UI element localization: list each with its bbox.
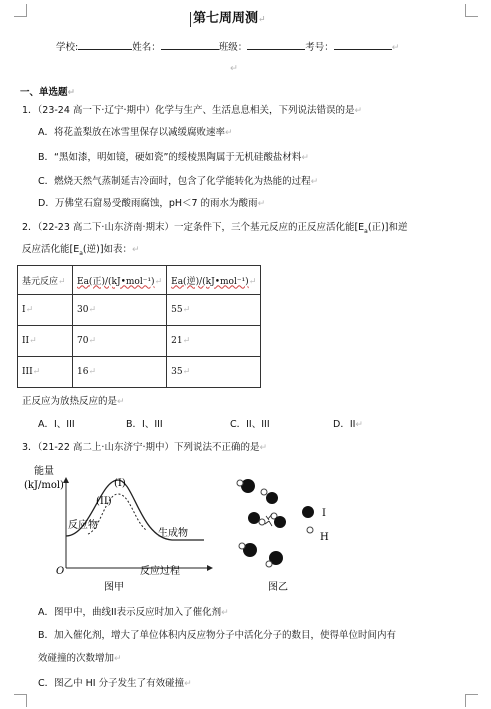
class-label: 班级： xyxy=(218,42,248,53)
class-blank xyxy=(247,39,305,50)
q1-stem: 1．（23-24 高一下·辽宁·期中）化学与生产、生活息息相关，下列说法错误的是↵ xyxy=(22,105,363,116)
table-row xyxy=(18,357,261,388)
y-label-unit: (kJ/mol) xyxy=(24,480,64,491)
table-cell: 21↵ xyxy=(167,326,261,357)
student-info-line: 学校: 姓名： 班级： 考号： ↵ xyxy=(56,39,399,55)
table-row xyxy=(18,295,261,326)
table-cell: 55↵ xyxy=(167,295,261,326)
activation-energy-table xyxy=(17,265,261,388)
name-blank xyxy=(161,39,219,50)
table-cell: I↵ xyxy=(18,295,73,326)
legend-h-atom xyxy=(307,527,313,533)
table-cell: 70↵ xyxy=(73,326,167,357)
table-cell: 16↵ xyxy=(73,357,167,388)
energy-profile-diagram xyxy=(22,458,242,598)
table-header-cell: Ea(正)/(kJ•mol⁻¹)↵ xyxy=(73,266,167,295)
table-row xyxy=(18,326,261,357)
product-label: 生成物 xyxy=(158,528,188,539)
corner-mark xyxy=(465,694,478,707)
table-header-cell: Ea(逆)/(kJ•mol⁻¹)↵ xyxy=(167,266,261,295)
q3-option-a: A．图甲中，曲线II表示反应时加入了催化剂↵ xyxy=(38,607,229,618)
q3-option-b-line1: B．加入催化剂，增大了单位体积内反应物分子中活化分子的数目，使得单位时间内有 xyxy=(38,630,397,641)
q2-option-a: A．I、III xyxy=(38,419,75,430)
q3-stem: 3．（21-22 高二上·山东济宁·期中）下列说法不正确的是↵ xyxy=(22,442,268,453)
q1-option-c: C．燃烧天然气蒸制延吉冷面时，包含了化学能转化为热能的过程↵ xyxy=(38,176,319,187)
section-heading: 一、单选题↵ xyxy=(20,87,76,98)
table-cell: III↵ xyxy=(18,357,73,388)
corner-mark xyxy=(465,4,478,17)
legend-i-atom xyxy=(302,506,314,518)
legend-h-label: H xyxy=(320,532,329,543)
curve-i-label: (I) xyxy=(114,478,126,489)
q2-stem-line1: 2．（22-23 高二下·山东济南·期末）一定条件下，三个基元反应的正反应活化能[$E_a$(正)]和逆 xyxy=(22,222,408,235)
q2-option-c: C．II、III xyxy=(230,419,270,430)
q3-option-c: C．图乙中 HI 分子发生了有效碰撞↵ xyxy=(38,678,192,689)
exam-label: 考号： xyxy=(305,42,334,53)
corner-mark xyxy=(14,4,27,17)
name-label: 姓名： xyxy=(132,42,161,53)
molecule-top xyxy=(237,479,255,493)
q2-stem-line2: 反应活化能[$E_a$(逆)]如表：↵ xyxy=(22,244,140,257)
curve-ii-label: (II) xyxy=(96,496,112,507)
table-header-cell: 基元反应↵ xyxy=(18,266,73,295)
table-cell: 30↵ xyxy=(73,295,167,326)
molecule-collision-diagram xyxy=(228,458,368,598)
table-header-row xyxy=(18,266,261,295)
q2-option-b: B．I、III xyxy=(126,419,163,430)
paragraph-mark: ↵ xyxy=(230,63,238,74)
q1-option-b: B．“黑如漆，明如镜，硬如瓷”的绥棱黑陶属于无机硅酸盐材料↵ xyxy=(38,152,309,163)
molecule-upper-middle xyxy=(261,489,278,504)
origin-label: O xyxy=(56,566,65,577)
fig2-caption: 图乙 xyxy=(268,582,288,593)
q2-option-d: D．II↵ xyxy=(333,419,363,430)
molecule-lower-right xyxy=(266,551,283,567)
exam-blank xyxy=(334,39,392,50)
q3-option-b-line2: 效碰撞的次数增加↵ xyxy=(38,653,122,664)
y-label-energy: 能量 xyxy=(34,466,54,477)
reactant-label: 反应物 xyxy=(68,520,98,531)
fig1-caption: 图甲 xyxy=(104,582,124,593)
x-label: 反应过程 xyxy=(140,566,180,577)
table-cell: 35↵ xyxy=(167,357,261,388)
table-cell: II↵ xyxy=(18,326,73,357)
school-blank xyxy=(78,39,132,50)
page-title: 第七周周测↵ xyxy=(190,12,266,27)
molecule-lower-left xyxy=(239,543,257,557)
q1-option-a: A．将花盖梨放在冰雪里保存以减缓腐败速率↵ xyxy=(38,127,233,138)
school-label: 学校: xyxy=(56,42,79,53)
legend-i-label: I xyxy=(322,508,326,519)
corner-mark xyxy=(14,694,27,707)
q2-after-text: 正反应为放热反应的是↵ xyxy=(22,396,125,407)
molecule-colliding xyxy=(248,512,286,528)
q1-option-d: D．万佛堂石窟易受酸雨腐蚀，pH＜7 的雨水为酸雨↵ xyxy=(38,198,266,209)
